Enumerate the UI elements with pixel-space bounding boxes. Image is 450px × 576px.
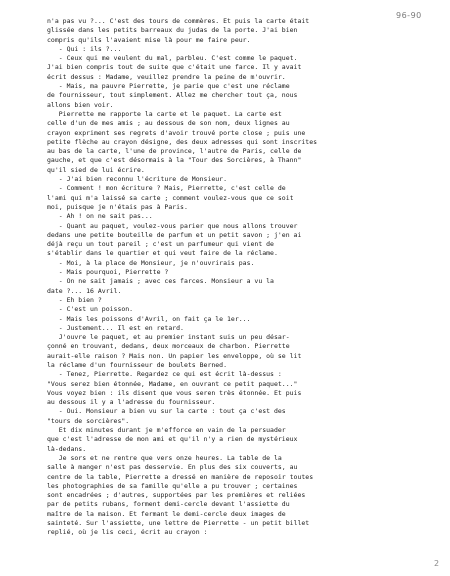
text-line: allons bien voir.: [47, 100, 114, 109]
text-line: Vous voyez bien : ils disent que vous seren très étonnée. Et puis: [47, 388, 302, 397]
text-line: çonné en trouvant, dedans, deux morceaux de charbon. Pierrette: [47, 342, 290, 351]
text-line: déjà reçu un tout pareil ; c'est un parfumeur qui vient de: [47, 240, 274, 249]
text-line: - On ne sait jamais ; avec ces farces. Monsieur a vu la: [47, 277, 274, 286]
text-line: - Tenez, Pierrette. Regardez ce qui est écrit là-dessus :: [47, 370, 282, 379]
text-line: par de petits rubans, forment demi-cercle devant l'assiette du: [47, 500, 290, 509]
text-line: - Oui. Monsieur a bien vu sur la carte : tout ça c'est des: [47, 407, 286, 416]
text-line: - Ceux qui me veulent du mal, parbleu. C'est comme le paquet.: [47, 54, 298, 63]
text-line: - Ah ! on ne sait pas...: [47, 212, 153, 221]
text-line: que c'est l'adresse de mon ami et qu'il n'y a rien de mystérieux: [47, 435, 298, 444]
text-line: gauche, et que c'est désormais à la "Tour des Sorcières, à Thann": [47, 156, 302, 165]
page-number: 96-90: [396, 11, 422, 20]
text-line: maître de la maison. Et fermant le demi-cercle deux images de: [47, 509, 286, 518]
text-line: "Vous serez bien étonnée, Madame, en ouvrant ce petit paquet...": [47, 379, 298, 388]
text-line: sont encadrées ; d'autres, supportées par les premières et reliées: [47, 491, 306, 500]
text-line: celle d'un de mes amis ; au dessous de son nom, deux lignes au: [47, 119, 290, 128]
corner-mark: 2: [434, 559, 440, 568]
text-line: - Mais pourquoi, Pierrette ?: [47, 268, 169, 277]
text-line: - Mais, ma pauvre Pierrette, je parie que c'est une réclame: [47, 82, 290, 91]
text-line: - J'ai bien reconnu l'écriture de Monsieur.: [47, 175, 228, 184]
text-line: Je sors et ne rentre que vers onze heures. La table de la: [47, 453, 282, 462]
text-line: moi, puisque je n'étais pas à Paris.: [47, 202, 188, 211]
text-line: là-dedans.: [47, 444, 87, 453]
text-line: - Qui : ils ?...: [47, 44, 122, 53]
text-line: Et dix minutes durant je m'efforce en vain de la persuader: [47, 426, 286, 435]
text-line: - Moi, à la place de Monsieur, je n'ouvrirais pas.: [47, 258, 255, 267]
text-line: J'ouvre le paquet, et au premier instant suis un peu désar-: [47, 333, 290, 342]
text-line: petite flèche au crayon désigne, des deux adresses qui sont inscrites: [47, 137, 318, 146]
text-line: crayon expriment ses regrets d'avoir trouvé porte close ; puis une: [47, 128, 306, 137]
text-line: au bas de la carte, l'une de province, l'autre de Paris, celle de: [47, 147, 302, 156]
text-line: - C'est un poisson.: [47, 305, 134, 314]
text-line: replié, où je lis ceci, écrit au crayon :: [47, 528, 208, 537]
text-line: la réclame d'un fournisseur de boulets Berned.: [47, 360, 228, 369]
text-line: glissée dans les petits barreaux du judas de la porte. J'ai bien: [47, 26, 298, 35]
text-line: qu'il sied de lui écrire.: [47, 165, 145, 174]
text-line: - Mais les poissons d'Avril, on fait ça le 1er...: [47, 314, 251, 323]
text-line: - Comment ! mon écriture ? Mais, Pierrette, c'est celle de: [47, 184, 286, 193]
text-line: n'a pas vu ?... C'est des tours de commères. Et puis la carte était: [47, 17, 310, 25]
text-line: les photographies de sa famille qu'elle a pu trouver ; certaines: [47, 481, 298, 490]
text-line: "tours de sorcières".: [47, 416, 130, 425]
text-line: sainteté. Sur l'assiette, une lettre de Pierrette - un petit billet: [47, 519, 310, 528]
text-line: centre de la table, Pierrette a dressé en manière de reposoir toutes: [47, 472, 314, 481]
text-line: Pierrette me rapporte la carte et le paquet. La carte est: [47, 109, 282, 118]
text-line: - Quant au paquet, voulez-vous parier que nous allons trouver: [47, 221, 298, 230]
text-line: - Justement... Il est en retard.: [47, 323, 184, 332]
text-line: compris qu'ils l'avaient mise là pour me faire peur.: [47, 35, 251, 44]
text-line: dedans une petite bouteille de parfum et un petit savon ; j'en ai: [47, 230, 302, 239]
text-line: s'établir dans le quartier et qui veut faire de la réclame.: [47, 249, 278, 258]
text-line: écrit dessus : Madame, veuillez prendre la peine de m'ouvrir.: [47, 72, 286, 81]
text-line: de fournisseur, tout simplement. Allez me chercher tout ça, nous: [47, 91, 298, 100]
text-line: salle à manger n'est pas desservie. En plus des six couverts, au: [47, 463, 298, 472]
text-line: l'ami qui m'a laissé sa carte ; comment voulez-vous que ce soit: [47, 193, 294, 202]
text-line: date ?... 16 Avril.: [47, 286, 122, 295]
text-line: au dessous il y a l'adresse du fournisseur.: [47, 398, 216, 407]
text-line: J'ai bien compris tout de suite que c'était une farce. Il y avait: [47, 63, 302, 72]
text-line: - Eh bien ?: [47, 295, 102, 304]
text-line: aurait-elle raison ? Mais non. Un papier les enveloppe, où se lit: [47, 351, 302, 360]
typed-text-body: [47, 17, 443, 538]
